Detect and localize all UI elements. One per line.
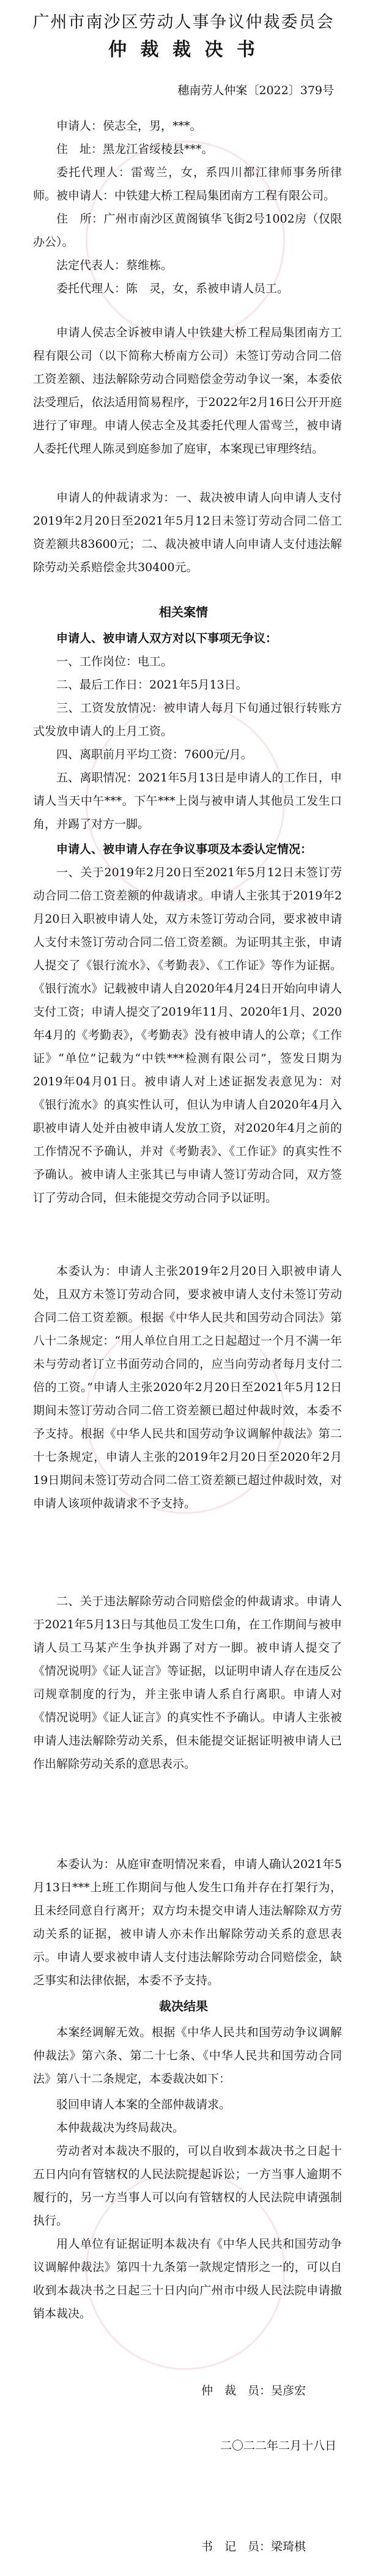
party-line: 法定代表人：蔡维栋。 bbox=[56, 259, 173, 272]
disputed-heading: 申请人、被申请人存在争议事项及本委认定情况： bbox=[56, 843, 313, 856]
fact-item: 一、工作岗位：电工。 bbox=[56, 655, 173, 668]
dispute-paragraph: 一、关于2019年2月20日至2021年5月12日未签订劳动合同二倍工资差额的仲裁请求。申请人主张其于2019年2月20日入职被申请人处，双方未签订劳动合同，要求被申请人支付未签订劳动合同二倍工资差额。为证明其主张，申请人提交了《银行流水》、《考勤表》、《工作证》等作为证据。《银行流水》记载被申请人自2020年4月24日开始向申请人支付工资；申请人提交了2019年11月、2020年1月、2020年4月的《考勤表》，《考勤表》没有被申请人的公章；《工作证》“单位”记载为“中铁***检测有限公司”，签发日期为2019年04月01日。被申请人对上述证据发表意见为：对《银行流水》的真实性认可，但认为申请人自2020年4月入职被申请人处并由被申请人发放工资，对2020年4月之前的工作情况不予确认，并对《考勤表》、《工作证》的真实性不予确认。被申请人主张其已与申请人签订劳动合同，双方签订了劳动合同，但未能提交劳动合同予以证明。 bbox=[33, 866, 342, 1205]
ruling-paragraph: 本案经调解无效。根据《中华人民共和国劳动争议调解仲裁法》第六条、第二十七条、《中华人民共和国劳动合同法》第八十二条规定，本委裁决如下： bbox=[33, 2026, 342, 2086]
dispute-paragraph: 本委认为：从庭审查明情况来看，申请人确认2021年5月13日***上班工作期间与他人发生口角并存在打架行为，且未经同意自行离开；双方均未提交申请人违法解除双方劳动关系的证据，被申请人亦未作出解除劳动关系的意思表示。申请人要求被申请人支付违法解除劳动合同赔偿金，缺乏事实和法律依据，本委不予支持。 bbox=[33, 1858, 342, 1987]
issuing-authority: 广州市南沙区劳动人事争议仲裁委员会 bbox=[32, 13, 335, 32]
claims-paragraph: 申请人的仲裁请求为：一、裁决被申请人向申请人支付2019年2月20日至2021年5月12日未签订劳动合同二倍工资差额共83600元；二、裁决被申请人向申请人支付违法解除劳动关系赔偿金共30400元。 bbox=[33, 491, 342, 574]
dispute-paragraph: 二、关于违法解除劳动合同赔偿金的仲裁请求。申请人于2021年5月13日与其他员工发生口角，在工作期间与被申请人员工马某产生争执并踢了对方一脚。被申请人提交了《情况说明》《证人证言》等证据，以证明申请人存在违反公司规章制度的行为，并主张申请人系自行离职。申请人对《情况说明》《证人证言》的真实性不予确认。申请人主张被申请人违法解除劳动关系，但未能提交证据证明被申请人已作出解除劳动关系的意思表示。 bbox=[33, 1595, 342, 1771]
clerk-signature: 书 记 员：梁琦棋 bbox=[201, 2540, 306, 2553]
judgment-date: 二〇二二年二月十八日 bbox=[220, 2439, 336, 2452]
party-line: 住 所：广州市南沙区黄阁镇华飞街2号1002房（仅限办公）。 bbox=[33, 212, 342, 249]
document-title: 仲 裁 裁 决 书 bbox=[108, 39, 259, 61]
ruling-paragraph: 劳动者对本裁决不服的，可以自收到本裁决书之日起十五日内向有管辖权的人民法院提起诉讼；一方当事人逾期不履行的，另一方当事人可以向有管辖权的人民法院申请强制执行。 bbox=[33, 2144, 342, 2227]
intro-paragraph: 申请人侯志全诉被申请人中铁建大桥工程局集团南方工程有限公司（以下简称大桥南方公司）未签订劳动合同二倍工资差额、违法解除劳动合同赔偿金劳动争议一案，本委依法受理后，依法适用简易程序，于2022年2月16日公开开庭进行了审理。申请人侯志全及其委托代理人雷莺兰，被申请人委托代理人陈灵到庭参加了庭审，本案现已审理终结。 bbox=[33, 326, 342, 456]
case-number: 穗南劳人仲案〔2022〕379号 bbox=[177, 84, 334, 97]
ruling-paragraph: 用人单位有证据证明本裁决有《中华人民共和国劳动争议调解仲裁法》第四十九条第一款规定情形之一的，可以自收到本裁决书之日起三十日内向广州市中级人民法院申请撤销本裁决。 bbox=[33, 2237, 342, 2320]
fact-item: 三、工资发放情况：被申请人每月下旬通过银行转账方式发放申请人的上月工资。 bbox=[33, 701, 342, 738]
undisputed-heading: 申请人、被申请人双方对以下事项无争议： bbox=[56, 632, 278, 645]
party-line: 被申请人：中铁建大桥工程局集团南方工程有限公司。 bbox=[56, 189, 336, 202]
ruling-paragraph: 驳回申请人本案的全部仲裁请求。 bbox=[56, 2098, 231, 2111]
party-line: 委托代理人：雷莺兰，女，系四川都江律师事务所律师。 bbox=[33, 166, 342, 202]
fact-item: 四、离职前月平均工资：7600元/月。 bbox=[56, 748, 253, 761]
fact-item: 二、最后工作日：2021年5月13日。 bbox=[56, 678, 248, 692]
ruling-paragraph: 本仲裁裁决为终局裁决。 bbox=[56, 2121, 185, 2135]
facts-heading: 相关案情 bbox=[159, 605, 208, 619]
arbitrator-signature: 仲 裁 员：吴彦宏 bbox=[201, 2384, 306, 2397]
dispute-paragraph: 本委认为：申请人主张2019年2月20日入职被申请人处，且双方未签订劳动合同，要求被申请人支付未签订劳动合同二倍工资差额。根据《中华人民共和国劳动合同法》第八十二条规定：“用人单位自用工之日起超过一个月不满一年未与劳动者订立书面劳动合同的，应当向劳动者每月支付二倍的工资。”申请人主张2020年2月20日至2021年5月12日期间未签订劳动合同二倍工资差额已超过仲裁时效，本委不予支持。根据《中华人民共和国劳动争议调解仲裁法》第二十七条规定，申请人主张的2019年2月20日至2020年2月19日期间未签订劳动合同二倍工资差额已超过仲裁时效，对申请人该项仲裁请求不予支持。 bbox=[33, 1264, 342, 1510]
party-line: 委托代理人：陈 灵，女，系被申请人员工。 bbox=[56, 282, 289, 295]
party-line: 住 址：黑龙江省绥棱县***。 bbox=[56, 142, 213, 156]
fact-item: 五、离职情况：2021年5月13日是申请人的工作日，申请人当天中午***。下午***上岗与被申请人其他员工发生口角，并踢了对方一脚。 bbox=[33, 771, 342, 831]
party-line: 申请人：侯志全，男，***。 bbox=[56, 119, 202, 133]
ruling-heading: 裁决结果 bbox=[159, 1999, 208, 2013]
